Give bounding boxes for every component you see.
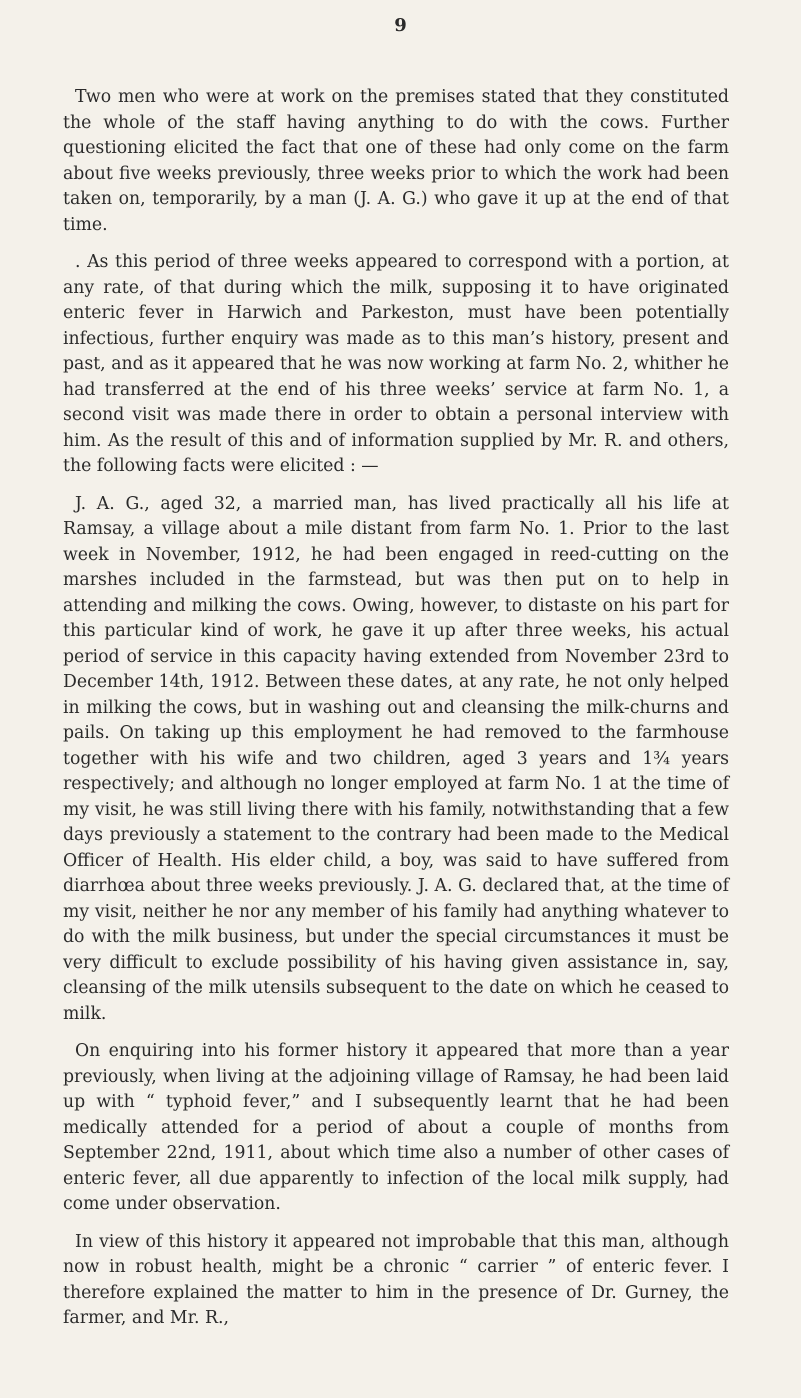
page-number: 9: [394, 15, 407, 36]
body-text: [63, 85, 729, 1344]
paragraph-further-enquiry: . As this period of three weeks appeared to correspond with a portion, at any rate, of that during which the milk, supposing it to have originated enteric fever in Harwich and Parkeston, must have been potentially infectious, further enquiry was made as to this man’s history, present and past, and as it appeared that he was now working at farm No. 2, whither he had transferred at the end of his three weeks’ service at farm No. 1, a second visit was made there in order to obtain a personal interview with him. As the result of this and of information supplied by Mr. R. and others, the following facts were elicited : —: [63, 252, 729, 476]
paragraph-chronic-carrier: In view of this history it appeared not improbable that this man, although now in robust health, might be a chronic “ carrier ” of enteric fever. I therefore explained the matter to him in the presence of Dr. Gurney, the farmer, and Mr. R.,: [63, 1231, 729, 1328]
paragraph-jag-history: J. A. G., aged 32, a married man, has lived practically all his life at Ramsay, a village about a mile distant from farm No. 1. Prior to the last week in November, 1912, he had been engaged in reed-cutting on the marshes included in the farmstead, but was then put on to help in attending and milking the cows. Owing, however, to distaste on his part for this particular kind of work, he gave it up after three weeks, his actual period of service in this capacity having extended from November 23rd to December 14th, 1912. Between these dates, at any rate, he not only helped in milking the cows, but in washing out and cleansing the milk-churns and pails. On taking up this employment he had removed to the farmhouse together with his wife and two children, aged 3 years and 1¾ years respectively; and although no longer employed at farm No. 1 at the time of my visit, he was still living there with his family, notwithstanding that a few days previously a statement to the contrary had been made to the Medical Officer of Health. His elder child, a boy, was said to have suffered from diarrhœa about three weeks previously. J. A. G. declared that, at the time of my visit, neither he nor any member of his family had anything whatever to do with the milk business, but under the special circumstances it must be very difficult to exclude possibility of his having given assistance in, say, cleansing of the milk utensils subsequent to the date on which he ceased to milk.: [63, 493, 729, 1024]
paragraph-former-history: On enquiring into his former history it appeared that more than a year previously, when living at the adjoining village of Ramsay, he had been laid up with “ typhoid fever,” and I subsequently learnt that he had been medically attended for a period of about a couple of months from September 22nd, 1911, about which time also a number of other cases of enteric fever, all due apparently to infection of the local milk supply, had come under observation.: [63, 1041, 729, 1214]
paragraph-staff-questioning: Two men who were at work on the premises stated that they constituted the whole of the staff having anything to do with the cows. Further questioning elicited the fact that one of these had only come on the farm about five weeks previously, three weeks prior to which the work had been taken on, temporarily, by a man (J. A. G.) who gave it up at the end of that time.: [63, 87, 729, 235]
